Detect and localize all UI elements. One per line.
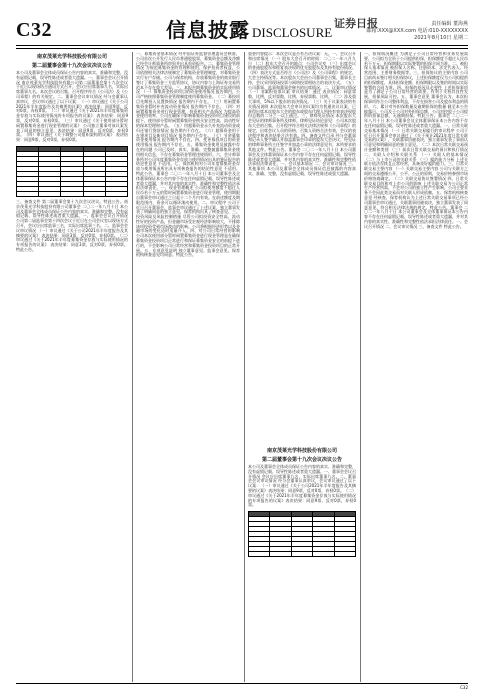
body-text: 一、募集资金基本情况 经中国证券监督管理委员会核准，公司首次公开发行人民币普通股股票，募集资金总额及净额已经会计师事务所审验并出具验资报告。二、募集资金管理情况 为规范募集资金的管理和使用，保护投资者权益，公司依照相关法律法规制定了募集资金管理制度，对募集资金实行专户存储。公司与保荐机构、存放募集资金的商业银行签订了募集资金三方监管协议，协议内容与上海证券交易所范本不存在重大差异。三、本报告期募集资金的实际使用情况 （一）募集资金投资项目的资金使用情况 报告期内，公司严格按照募集资金管理制度使用募集资金。（二）募投项目先期投入及置换情况 报告期内不存在。（三）用闲置募集资金暂时补充流动资金情况 报告期内不存在。（四）对闲置募集资金进行现金管理，投资相关产品情况 为提高资金使用效率，公司在确保不影响募集资金投资项目建设的前提下，使用部分暂时闲置募集资金购买安全性高、流动性好的保本型理财产品。（五）用超募资金永久补充流动资金或归还银行贷款情况 报告期内不存在。（六）超募资金用于在建项目及新项目情况 报告期内不存在。（七）节余募集资金使用情况 报告期内不存在。四、变更募投项目的资金使用情况 报告期内不存在。五、募集资金使用及披露中存在的问题 公司已及时、真实、准确、完整披露募集资金使用相关信息，不存在募集资金管理违规情形。六、会计师事务所对公司年度募集资金存放与使用情况出具的鉴证报告的结论性意见 不适用。七、保荐机构对公司年度募集资金存放与使用情况所出具专项核查报告的结论性意见 不适用。特此公告。董事会 二〇二一年八月十日 本公司董事会及全体董事保证本公告内容不存在任何虚假记载、误导性陈述或者重大遗漏，并对其内容的真实性、准确性和完整性依法承担法律责任。一、现金管理概述 公司拟使用额度不超过人民币若干万元的暂时闲置募集资金进行现金管理，使用期限自董事会审议通过之日起十二个月内有效。在前述额度及期限范围内，资金可以循环滚动使用。二、审议程序 公司于近日召开董事会、监事会审议通过了上述议案，独立董事发表了明确同意的独立意见，保荐机构出具了核查意见。三、投资风险及风险控制措施 尽管公司拟投资安全性高、流动性好的投资产品，但金融市场受宏观经济影响较大，不排除该项投资受到市场波动的影响。公司将根据经济形势以及金融市场的变化适时适量介入。四、对公司日常经营的影响 公司本次使用部分暂时闲置募集资金进行现金管理是在确保募集资金投资项目正常进行和保证募集资金安全的前提下进行的，不会影响公司日常经营和募集资金投资项目的正常开展。五、专项意见说明 独立董事意见、监事会意见、保荐机构核查意见均同意。特此公告。 bbox=[136, 52, 240, 258]
body-text: 本公司及董事会全体成员保证公告内容的真实、准确和完整，没有虚假记载、误导性陈述或者重大遗漏。一、董事会会议召开情况 南京茂莱光学科技股份有限公司第二届董事会第十九次会议于近日以现场结合通讯方式召开，会议应出席董事九名，实际出席董事九名。本次会议的召集、召开程序符合《公司法》及《公司章程》的有关规定。二、董事会会议审议情况 经与会董事认真审议，会议审议通过了以下议案：（一）审议通过《关于公司2021年半年度报告及其摘要的议案》表决结果：同意9票，反对0票，弃权0票。（二）审议通过《关于2021年半年度募集资金存放与实际使用情况的专项报告的议案》 表决结果：同意9票，反对0票，弃权0票。（三）审议通过《关于使用部分暂时闲置募集资金进行现金管理的议案》 公司独立董事对该议案发表了同意的独立意见。表决结果：同意9票，反对0票，弃权0票。（四）审议通过《关于调整公司组织架构的议案》 表决结果：同意9票，反对0票，弃权0票。 bbox=[16, 70, 128, 143]
masthead-meta bbox=[366, 21, 468, 42]
header-rule bbox=[16, 45, 468, 46]
announcement-title: 南京茂莱光学科技股份有限公司 bbox=[36, 54, 107, 60]
page-number: C32 bbox=[16, 19, 52, 41]
body-text: 一、担保情况概述 为满足子公司日常经营和业务发展需要，公司拟为全资子公司提供担保，担保额度不超过人民币若干万元，担保期限以实际签署的担保合同为准。二、被担保人基本情况 被担保人名称、注册资本、法定代表人、经营范围、主要财务数据等。三、担保协议的主要内容 公司目前尚未签订相关担保协议，上述担保额度仅为公司拟提供的担保额度，具体担保金额、担保期限以及签约时间以实际签署的合同为准。四、担保的原因及必要性 上述担保事项是为了满足子公司日常经营的需要，有利于支持其良性发展，担保风险可控。五、董事会意见 董事会认为，本次担保事项符合公司整体利益，不存在损害公司及股东利益的情形。六、累计对外担保数量及逾期担保的数量 截至本公告披露日，公司及子公司对外担保总额，公司对控股子公司提供的担保总额，无逾期担保。特此公告。董事会 二〇二一年八月十日 本公司董事会及全体董事保证本公告内容不存在任何虚假记载、误导性陈述或者重大遗漏。一、日常关联交易基本情况 （一）日常关联交易履行的审议程序 公司于近日召开董事会审议通过了《关于预计2021年度日常关联交易的议案》，关联董事回避表决，独立董事发表了事前认可意见和明确同意的独立意见。（二）本次日常关联交易预计金额和类别 （三）前次日常关联交易的预计和执行情况 二、关联人介绍和关联关系 （一）关联人的基本情况 （二）与上市公司的关联关系 （三）履约能力分析 上述关联方依法存续且正常经营，具备良好履约能力。三、日常关联交易主要内容 （一）关联交易主要内容 公司与关联方之间的交易遵循公开、公平、公正的原则，交易价格参照市场价格协商确定。（二）关联交易协议签署情况 四、日常关联交易目的和对上市公司的影响 上述关联交易为公司正常生产经营所需，不会对公司的独立性产生影响，公司主要业务不会因此类交易而对关联人形成依赖。五、保荐机构核查意见 经核查，保荐机构认为上述日常关联交易事项已经公司董事会审议通过，关联董事回避表决，独立董事发表了同意意见，符合相关法律法规的规定。特此公告。董事会 二〇二一年八月十日 本公司董事会及全体董事保证本公告内容不存在任何虚假记载、误导性陈述或者重大遗漏，并对其内容的真实性、准确性和完整性依法承担法律责任。一、会议召开情况 二、会议审议情况 三、备查文件 特此公告。 bbox=[364, 52, 468, 229]
announcement-subtitle: 第二届董事会第十九次会议决议公告 bbox=[261, 456, 342, 463]
masthead bbox=[16, 16, 468, 44]
contact-line: 邮箱:XXX@XXX.com 电话:010-XXXXXXXX bbox=[366, 28, 468, 34]
body-text: 三、备查文件 第二届董事会第十九次会议决议。特此公告。南京茂莱光学科技股份有限公司董事会 二〇二一年八月十日 本公司及董事会全体成员保证公告内容的真实、准确和完整，没有虚假记载、误导性陈述或者重大遗漏。一、监事会会议召开情况 公司第二届监事会第十四次会议于近日在公司会议室以现场方式召开，会议应出席监事三名，实际出席监事三名。二、监事会会议审议情况 （一）审议通过《关于公司2021年半年度报告及其摘要的议案》 表决结果：同意3票，反对0票，弃权0票。（二）审议通过《关于2021年半年度募集资金存放与实际使用情况的专项报告的议案》 表决结果：同意3票，反对0票，弃权0票。特此公告。 bbox=[16, 198, 128, 252]
data-table bbox=[248, 511, 356, 557]
body-text: 重要内容提示：本次会议是否有否决议案：无。一、会议召开和出席情况 （一）股东大会召开的时间：二〇二一年八月九日 （二）股东大会召开的地点：公司会议室 （三）出席会议的普通股股东和恢复表决权的优先股股东及其持有股份情况。（四）表决方式是否符合《公司法》及《公司章程》的规定，大会主持情况等。本次股东大会由公司董事会召集，董事长主持，会议采用现场投票与网络投票相结合的表决方式。（五）公司董事、监事和董事会秘书的出席情况。二、议案审议情况 （一）非累积投票议案 审议结果：通过 表决情况：同意票数、比例，反对票数、比例，弃权票数、比例。（二）涉及重大事项，5%以下股东的表决情况。（三）关于议案表决的有关情况说明 本次股东大会审议的议案均为普通决议议案，已获得出席本次股东大会的股东或股东代理人所持有效表决权股份总数的二分之一以上通过。三、律师见证情况 本次股东大会见证的律师事务所及律师。律师见证结论意见：公司本次股东大会的召集、召开程序符合相关法律法规和《公司章程》的规定，出席会议人员的资格、召集人资格合法有效，会议的表决程序和表决结果合法有效。四、备查文件目录 经与会董事和记录人签字确认并加盖董事会印章的股东大会决议；经见证的律师事务所主任签字并加盖公章的法律意见书；本所要求的其他文件。特此公告。董事会 二〇二一年八月十日 本公司董事会及全体董事保证本公告内容不存在任何虚假记载、误导性陈述或者重大遗漏，并对其内容的真实性、准确性和完整性依法承担法律责任。一、会议基本情况 二、会议审议情况 三、其他事项 本公司及董事会全体成员保证信息披露的内容真实、准确、完整，没有虚假记载、误导性陈述或重大遗漏。 bbox=[248, 52, 356, 176]
column-1 bbox=[16, 52, 128, 682]
header-rule-thin bbox=[16, 48, 468, 49]
data-table bbox=[16, 146, 128, 197]
section-title-cn: 信息披露 bbox=[166, 18, 250, 42]
date-line: 2021年8月10日 星期二 bbox=[414, 35, 468, 41]
column-2 bbox=[136, 52, 240, 682]
body-text: 本公司及董事会全体成员保证公告内容的真实、准确和完整，没有虚假记载、误导性陈述或者重大遗漏。一、董事会会议召开情况 会议应出席董事九名，实际出席董事九名。二、董事会会议审议情况 经与会董事认真审议，会议审议通过了以下议案：（一）审议通过《关于公司2021年半年度报告及其摘要的议案》表决结果：同意9票，反对0票，弃权0票。（二）审议通过《关于2021年半年度募集资金存放与实际使用情况的专项报告的议案》表决结果：同意9票，反对0票，弃权0票。 bbox=[248, 464, 356, 508]
column-3 bbox=[248, 52, 356, 682]
announcement-subtitle: 第二届董事会第十九次会议决议公告 bbox=[31, 62, 112, 69]
section-title bbox=[166, 17, 332, 46]
announcement-title: 南京茂莱光学科技股份有限公司 bbox=[266, 448, 337, 454]
section-title-en: DISCLOSURE bbox=[252, 25, 333, 40]
column-divider bbox=[360, 52, 361, 682]
editor-line: 责任编辑 董海燕 bbox=[431, 21, 468, 27]
footer-page-tag: C32 bbox=[460, 685, 468, 690]
column-4 bbox=[364, 52, 468, 682]
brand-name: 证券日报 bbox=[334, 17, 378, 30]
page-footer bbox=[16, 683, 468, 692]
column-divider bbox=[132, 52, 133, 682]
column-divider bbox=[244, 52, 245, 682]
brand-logo bbox=[328, 18, 378, 30]
